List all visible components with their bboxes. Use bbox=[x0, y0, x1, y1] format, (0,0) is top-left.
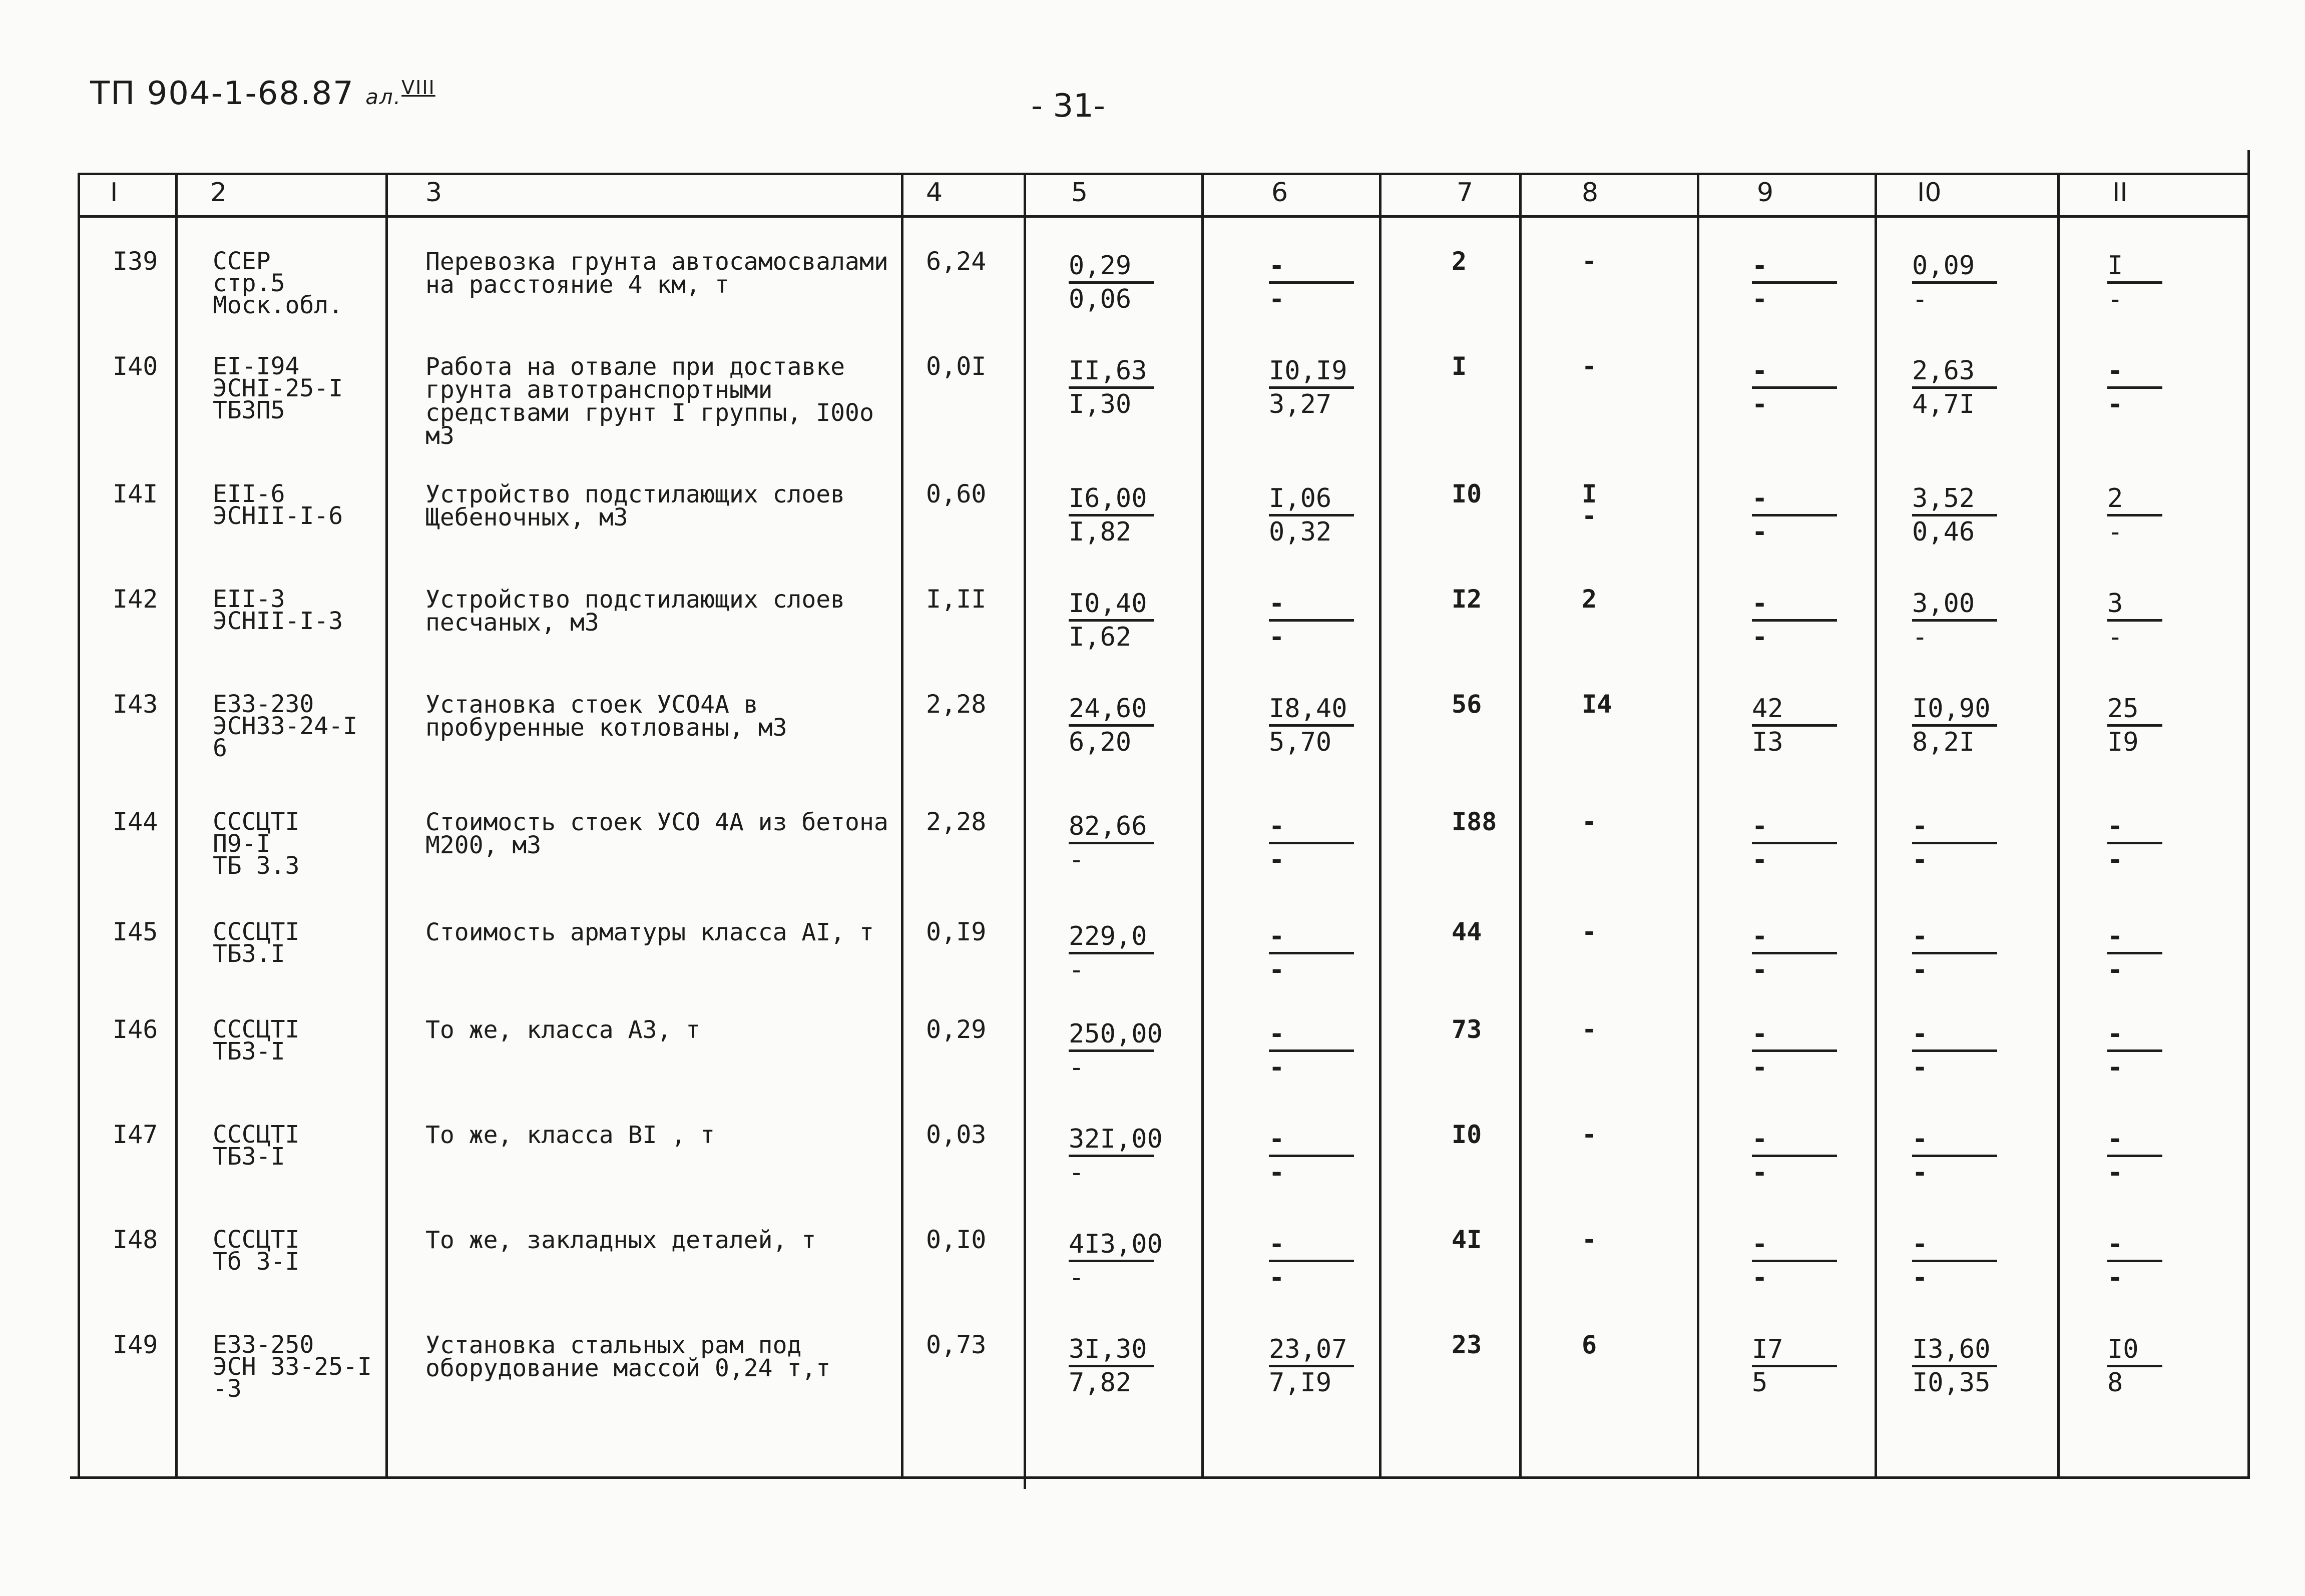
cell-col10: - - bbox=[1912, 811, 1997, 875]
page-number: - 31- bbox=[1031, 88, 1105, 125]
cell-col10: - - bbox=[1912, 1124, 1997, 1188]
cell-col10 bbox=[1912, 250, 1997, 315]
cell-col11 bbox=[2107, 483, 2162, 548]
cell-col5-numerator: 3I,30 bbox=[1069, 1334, 1147, 1364]
quantity: 0,0I bbox=[926, 352, 987, 381]
cell-col5-denominator: - bbox=[1069, 1052, 1085, 1083]
row-number: I47 bbox=[113, 1120, 158, 1149]
cell-col9: - - bbox=[1752, 1124, 1837, 1188]
row-number: I40 bbox=[113, 352, 158, 381]
cell-col8: I - bbox=[1582, 479, 1597, 530]
table-row bbox=[0, 1225, 2305, 1334]
quantity: 6,24 bbox=[926, 247, 987, 276]
row-number: I49 bbox=[113, 1330, 158, 1359]
cell-col5 bbox=[1069, 1018, 1163, 1083]
cell-col11 bbox=[2107, 250, 2162, 315]
cell-col8: 6 bbox=[1582, 1330, 1597, 1359]
cell-col11: - - bbox=[2107, 921, 2162, 985]
cell-col7: I88 bbox=[1452, 807, 1497, 836]
cell-col5 bbox=[1069, 355, 1154, 420]
cell-col11-denominator: - bbox=[2107, 622, 2123, 652]
cell-col10-numerator: I3,60 bbox=[1912, 1334, 1991, 1364]
cell-col8: - bbox=[1582, 807, 1597, 836]
cell-col5-numerator: I6,00 bbox=[1069, 483, 1147, 513]
col-header: 9 bbox=[1757, 178, 1774, 208]
cell-col6-numerator: I,06 bbox=[1269, 483, 1332, 513]
cell-col10: - - bbox=[1912, 1018, 1997, 1083]
cell-col8: - bbox=[1582, 917, 1597, 946]
col-header: I0 bbox=[1917, 178, 1942, 208]
quantity: 0,29 bbox=[926, 1015, 987, 1044]
cell-col6-numerator: I0,I9 bbox=[1269, 356, 1347, 386]
cell-col5 bbox=[1069, 250, 1154, 315]
cell-col10-denominator: - bbox=[1912, 1052, 1928, 1083]
cell-col9: - - bbox=[1752, 355, 1837, 420]
table-row bbox=[0, 352, 2305, 460]
cell-col5 bbox=[1069, 483, 1154, 548]
row-number: I45 bbox=[113, 917, 158, 946]
cell-col5-denominator: - bbox=[1069, 1158, 1085, 1188]
cell-col5 bbox=[1069, 588, 1154, 653]
cell-col6: - - bbox=[1269, 811, 1354, 875]
cell-col6-denominator: - bbox=[1269, 845, 1285, 875]
cell-col6: - - bbox=[1269, 1124, 1354, 1188]
cell-col7: 23 bbox=[1452, 1330, 1482, 1359]
row-number: I42 bbox=[113, 585, 158, 614]
cell-col10-numerator: I0,90 bbox=[1912, 694, 1991, 724]
cell-col9: - - bbox=[1752, 250, 1837, 315]
cell-col10 bbox=[1912, 483, 1997, 548]
cell-col11-numerator: I bbox=[2107, 251, 2123, 281]
quantity: 0,60 bbox=[926, 479, 987, 508]
cell-col11: - - bbox=[2107, 1018, 2162, 1083]
cell-col6-denominator: 3,27 bbox=[1269, 389, 1332, 419]
table-row bbox=[0, 1330, 2305, 1439]
table-top-line bbox=[78, 173, 2250, 175]
cell-col11: - - bbox=[2107, 811, 2162, 875]
cell-col9: - - bbox=[1752, 483, 1837, 548]
cell-col10: - - bbox=[1912, 1229, 1997, 1293]
cell-col9-denominator: - bbox=[1752, 1052, 1768, 1083]
work-description: Установка стоек УСО4А в пробуренные котлованы, м3 bbox=[425, 691, 787, 742]
work-description: Перевозка грунта автосамосвалами на расстояние 4 км, т bbox=[425, 248, 888, 299]
col-header: 4 bbox=[926, 178, 943, 208]
cell-col6 bbox=[1269, 483, 1354, 548]
cell-col5-numerator: I0,40 bbox=[1069, 589, 1147, 619]
cell-col11: - - bbox=[2107, 1229, 2162, 1293]
cell-col5 bbox=[1069, 1124, 1163, 1188]
cell-col7: 4I bbox=[1452, 1225, 1482, 1254]
cell-col6-denominator: 7,I9 bbox=[1269, 1368, 1332, 1398]
cell-col11-denominator: - bbox=[2107, 1158, 2123, 1188]
cell-col9-denominator: - bbox=[1752, 284, 1768, 314]
work-description: Работа на отвале при доставке грунта автотранспортными средствами грунт I группы, I00о м3 bbox=[425, 353, 874, 450]
cell-col10 bbox=[1912, 355, 1997, 420]
table-header-line bbox=[78, 215, 2250, 218]
cell-col8: I4 bbox=[1582, 690, 1612, 719]
quantity: 2,28 bbox=[926, 807, 987, 836]
cell-col11: - - bbox=[2107, 355, 2162, 420]
row-number: I39 bbox=[113, 247, 158, 276]
cell-col9-denominator: - bbox=[1752, 1158, 1768, 1188]
work-description: Стоимость арматуры класса АI, т bbox=[425, 918, 874, 946]
cell-col5-numerator: 0,29 bbox=[1069, 251, 1132, 281]
work-description: То же, класса ВI , т bbox=[425, 1121, 715, 1149]
cell-col6: - - bbox=[1269, 1229, 1354, 1293]
cell-col6-denominator: - bbox=[1269, 955, 1285, 985]
cell-col5-denominator: 0,06 bbox=[1069, 284, 1132, 314]
cell-col6: - - bbox=[1269, 1018, 1354, 1083]
cell-col10-numerator: 3,00 bbox=[1912, 589, 1975, 619]
cell-col9: - - bbox=[1752, 1018, 1837, 1083]
cell-col11 bbox=[2107, 1334, 2162, 1398]
norm-code: Е33-250 ЭСН 33-25-I -3 bbox=[213, 1331, 372, 1403]
cell-col9-denominator: 5 bbox=[1752, 1368, 1768, 1398]
cell-col5-denominator: - bbox=[1069, 955, 1085, 985]
cell-col6-denominator: - bbox=[1269, 622, 1285, 652]
cell-col10-denominator: - bbox=[1912, 1158, 1928, 1188]
cell-col5-numerator: II,63 bbox=[1069, 356, 1147, 386]
norm-code: СССЦТI ТБ3.I bbox=[213, 918, 300, 968]
cell-col5 bbox=[1069, 1334, 1154, 1398]
cell-col11-denominator: I9 bbox=[2107, 727, 2139, 757]
work-description: Стоимость стоек УСО 4А из бетона М200, м3 bbox=[425, 808, 888, 859]
col-header: 8 bbox=[1582, 178, 1599, 208]
cell-col11-denominator: - bbox=[2107, 1263, 2123, 1293]
work-description: Устройство подстилающих слоев Щебеночных, м3 bbox=[425, 480, 845, 531]
cell-col6-denominator: - bbox=[1269, 1263, 1285, 1293]
table-row bbox=[0, 1120, 2305, 1229]
cell-col6-denominator: 5,70 bbox=[1269, 727, 1332, 757]
table-bottom-line bbox=[70, 1476, 2250, 1479]
doc-sup: VIII bbox=[401, 77, 435, 99]
cell-col9: - - bbox=[1752, 588, 1837, 653]
cell-col9-denominator: - bbox=[1752, 622, 1768, 652]
cell-col5-denominator: 7,82 bbox=[1069, 1368, 1132, 1398]
cell-col11-denominator: - bbox=[2107, 1052, 2123, 1083]
cell-col11-denominator: - bbox=[2107, 389, 2123, 419]
cell-col6-denominator: - bbox=[1269, 284, 1285, 314]
cell-col11 bbox=[2107, 693, 2162, 758]
cell-col9-denominator: - bbox=[1752, 955, 1768, 985]
cell-col6: - - bbox=[1269, 250, 1354, 315]
cell-col9-denominator: I3 bbox=[1752, 727, 1783, 757]
cell-col8: - bbox=[1582, 1120, 1597, 1149]
cell-col11: - - bbox=[2107, 1124, 2162, 1188]
cell-col10-denominator: - bbox=[1912, 284, 1928, 314]
cell-col7: 44 bbox=[1452, 917, 1482, 946]
work-description: То же, закладных деталей, т bbox=[425, 1226, 816, 1254]
cell-col8: - bbox=[1582, 1015, 1597, 1044]
cell-col5-numerator: 32I,00 bbox=[1069, 1124, 1163, 1154]
cell-col11 bbox=[2107, 588, 2162, 653]
cell-col5-denominator: I,82 bbox=[1069, 517, 1132, 547]
cell-col11-numerator: 25 bbox=[2107, 694, 2139, 724]
cell-col8: 2 bbox=[1582, 585, 1597, 614]
cell-col10-denominator: - bbox=[1912, 845, 1928, 875]
cell-col10 bbox=[1912, 588, 1997, 653]
norm-code: Е33-230 ЭСН33-24-I 6 bbox=[213, 690, 357, 762]
cell-col11-denominator: - bbox=[2107, 955, 2123, 985]
cell-col11-denominator: - bbox=[2107, 845, 2123, 875]
cell-col9-denominator: - bbox=[1752, 389, 1768, 419]
work-description: Устройство подстилающих слоев песчаных, м3 bbox=[425, 586, 845, 637]
cell-col9-numerator: I7 bbox=[1752, 1334, 1783, 1364]
table-row bbox=[0, 1015, 2305, 1124]
cell-col8: - bbox=[1582, 352, 1597, 381]
row-number: I48 bbox=[113, 1225, 158, 1254]
cell-col6: - - bbox=[1269, 588, 1354, 653]
cell-col6 bbox=[1269, 693, 1354, 758]
norm-code: ЕII-6 ЭСНII-I-6 bbox=[213, 480, 343, 530]
cell-col7: 2 bbox=[1452, 247, 1467, 276]
cell-col5 bbox=[1069, 1229, 1163, 1293]
doc-code: ТП 904-1-68.87 bbox=[90, 75, 354, 112]
cell-col10-denominator: 8,2I bbox=[1912, 727, 1975, 757]
cell-col11-denominator: 8 bbox=[2107, 1368, 2123, 1398]
cell-col5-numerator: 24,60 bbox=[1069, 694, 1147, 724]
col-header: 7 bbox=[1457, 178, 1474, 208]
cell-col9: - - bbox=[1752, 921, 1837, 985]
work-description: Установка стальных рам под оборудование массой 0,24 т,т bbox=[425, 1331, 831, 1382]
col-header: II bbox=[2112, 178, 2128, 208]
table-row bbox=[0, 479, 2305, 588]
cell-col7: I2 bbox=[1452, 585, 1482, 614]
cell-col10-denominator: - bbox=[1912, 955, 1928, 985]
cell-col5-denominator: - bbox=[1069, 845, 1085, 875]
cell-col6-denominator: - bbox=[1269, 1158, 1285, 1188]
cell-col5-denominator: - bbox=[1069, 1263, 1085, 1293]
norm-code: ЕI-I94 ЭСНI-25-I ТБ3П5 bbox=[213, 352, 343, 424]
cell-col10-denominator: - bbox=[1912, 1263, 1928, 1293]
cell-col5-denominator: I,62 bbox=[1069, 622, 1132, 652]
row-number: I46 bbox=[113, 1015, 158, 1044]
row-number: I4I bbox=[113, 479, 158, 508]
col-header: 5 bbox=[1071, 178, 1088, 208]
norm-code: СССЦТI Тб 3-I bbox=[213, 1226, 300, 1276]
cell-col5 bbox=[1069, 693, 1154, 758]
cell-col10-denominator: I0,35 bbox=[1912, 1368, 1991, 1398]
cell-col7: I0 bbox=[1452, 479, 1482, 508]
cell-col5-numerator: 229,0 bbox=[1069, 921, 1147, 951]
work-description: То же, класса А3, т bbox=[425, 1016, 701, 1044]
table-row bbox=[0, 247, 2305, 355]
cell-col9: - - bbox=[1752, 811, 1837, 875]
cell-col9-denominator: - bbox=[1752, 1263, 1768, 1293]
cell-col9 bbox=[1752, 1334, 1837, 1398]
norm-code: ЕII-3 ЭСНII-I-3 bbox=[213, 585, 343, 635]
quantity: 0,I0 bbox=[926, 1225, 987, 1254]
cell-col8: - bbox=[1582, 1225, 1597, 1254]
doc-header-code bbox=[90, 75, 435, 112]
cell-col5-numerator: 82,66 bbox=[1069, 811, 1147, 841]
cell-col5-denominator: I,30 bbox=[1069, 389, 1132, 419]
cell-col5 bbox=[1069, 921, 1154, 985]
col-header: 3 bbox=[425, 178, 442, 208]
cell-col7: I bbox=[1452, 352, 1467, 381]
col-header: 6 bbox=[1271, 178, 1288, 208]
row-number: I43 bbox=[113, 690, 158, 719]
cell-col6: - - bbox=[1269, 921, 1354, 985]
norm-code: СССЦТI П9-I ТБ 3.3 bbox=[213, 808, 300, 880]
cell-col5-denominator: 6,20 bbox=[1069, 727, 1132, 757]
col-header: I bbox=[110, 178, 118, 208]
cell-col9-denominator: - bbox=[1752, 845, 1768, 875]
cell-col11-numerator: I0 bbox=[2107, 1334, 2139, 1364]
cell-col6-numerator: 23,07 bbox=[1269, 1334, 1347, 1364]
cell-col5 bbox=[1069, 811, 1154, 875]
cell-col10: - - bbox=[1912, 921, 1997, 985]
col-header: 2 bbox=[210, 178, 227, 208]
cell-col9-numerator: 42 bbox=[1752, 694, 1783, 724]
cell-col10-denominator: 0,46 bbox=[1912, 517, 1975, 547]
cell-col6-denominator: 0,32 bbox=[1269, 517, 1332, 547]
cell-col6-numerator: I8,40 bbox=[1269, 694, 1347, 724]
cell-col7: 73 bbox=[1452, 1015, 1482, 1044]
cell-col6 bbox=[1269, 355, 1354, 420]
doc-suffix: ал. bbox=[365, 85, 402, 109]
cell-col6 bbox=[1269, 1334, 1354, 1398]
norm-code: ССЕР стр.5 Моск.обл. bbox=[213, 247, 343, 319]
table-row bbox=[0, 585, 2305, 693]
cell-col5-numerator: 250,00 bbox=[1069, 1019, 1163, 1049]
cell-col11-denominator: - bbox=[2107, 284, 2123, 314]
cell-col10-numerator: 3,52 bbox=[1912, 483, 1975, 513]
row-number: I44 bbox=[113, 807, 158, 836]
quantity: 0,I9 bbox=[926, 917, 987, 946]
quantity: 0,73 bbox=[926, 1330, 987, 1359]
cell-col11-numerator: 3 bbox=[2107, 589, 2123, 619]
quantity: 0,03 bbox=[926, 1120, 987, 1149]
cell-col11-denominator: - bbox=[2107, 517, 2123, 547]
cell-col10-denominator: 4,7I bbox=[1912, 389, 1975, 419]
cell-col8: - bbox=[1582, 247, 1597, 276]
quantity: I,II bbox=[926, 585, 987, 614]
cell-col10-numerator: 0,09 bbox=[1912, 251, 1975, 281]
cell-col7: I0 bbox=[1452, 1120, 1482, 1149]
cell-col10 bbox=[1912, 1334, 1997, 1398]
norm-code: СССЦТI ТБ3-I bbox=[213, 1121, 300, 1171]
norm-code: СССЦТI ТБ3-I bbox=[213, 1015, 300, 1066]
cell-col5-numerator: 4I3,00 bbox=[1069, 1229, 1163, 1259]
cell-col9 bbox=[1752, 693, 1837, 758]
table-row bbox=[0, 807, 2305, 916]
cell-col6-denominator: - bbox=[1269, 1052, 1285, 1083]
cell-col10-denominator: - bbox=[1912, 622, 1928, 652]
cell-col11-numerator: 2 bbox=[2107, 483, 2123, 513]
table-row bbox=[0, 917, 2305, 1026]
cell-col9: - - bbox=[1752, 1229, 1837, 1293]
cell-col7: 56 bbox=[1452, 690, 1482, 719]
cell-col9-denominator: - bbox=[1752, 517, 1768, 547]
cell-col10-numerator: 2,63 bbox=[1912, 356, 1975, 386]
table-row bbox=[0, 690, 2305, 798]
cell-col10 bbox=[1912, 693, 1997, 758]
quantity: 2,28 bbox=[926, 690, 987, 719]
